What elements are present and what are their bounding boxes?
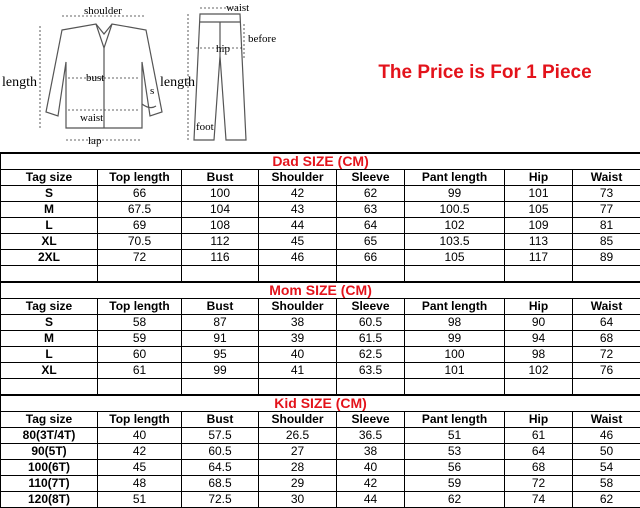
table-cell: 27 (259, 444, 337, 460)
table-row (1, 186, 640, 202)
table-cell: 39 (259, 331, 337, 347)
table-cell: 105 (505, 202, 573, 218)
table-cell: 99 (405, 331, 505, 347)
size-chart-table (0, 152, 640, 508)
column-header: Shoulder (259, 412, 337, 428)
table-cell: 102 (405, 218, 505, 234)
table-cell: 109 (505, 218, 573, 234)
table-cell: 44 (337, 492, 405, 508)
table-cell: 42 (337, 476, 405, 492)
table-row (1, 250, 640, 266)
column-header: Tag size (1, 412, 98, 428)
table-row (1, 347, 640, 363)
pants-length-label: length (160, 75, 195, 90)
column-header: Pant length (405, 170, 505, 186)
waist-label: waist (80, 112, 103, 124)
table-cell: 108 (182, 218, 259, 234)
table-cell: 28 (259, 460, 337, 476)
empty-cell (259, 379, 337, 396)
table-cell: 94 (505, 331, 573, 347)
tag-size-cell: 80(3T/4T) (1, 428, 98, 444)
table-cell: 95 (182, 347, 259, 363)
empty-cell (573, 266, 640, 283)
table-cell: 105 (405, 250, 505, 266)
table-cell: 76 (573, 363, 640, 379)
table-cell: 64.5 (182, 460, 259, 476)
table-cell: 58 (98, 315, 182, 331)
tag-size-cell: L (1, 347, 98, 363)
empty-cell (259, 266, 337, 283)
table-cell: 89 (573, 250, 640, 266)
table-cell: 113 (505, 234, 573, 250)
column-header: Bust (182, 299, 259, 315)
foot-label: foot (196, 121, 214, 133)
table-cell: 62 (405, 492, 505, 508)
empty-row (1, 266, 640, 283)
table-cell: 100.5 (405, 202, 505, 218)
table-cell: 50 (573, 444, 640, 460)
column-header: Tag size (1, 299, 98, 315)
table-cell: 62 (573, 492, 640, 508)
table-cell: 44 (259, 218, 337, 234)
tag-size-cell: XL (1, 234, 98, 250)
table-cell: 98 (405, 315, 505, 331)
measurement-diagram (0, 0, 300, 150)
section-title: Kid SIZE (CM) (1, 395, 640, 412)
price-note: The Price is For 1 Piece (330, 62, 640, 84)
table-cell: 104 (182, 202, 259, 218)
table-cell: 62 (337, 186, 405, 202)
table-row (1, 331, 640, 347)
table-cell: 61.5 (337, 331, 405, 347)
table-cell: 45 (98, 460, 182, 476)
table-cell: 29 (259, 476, 337, 492)
table-cell: 60.5 (182, 444, 259, 460)
column-header-row (1, 299, 640, 315)
before-label: before (248, 33, 276, 45)
table-cell: 64 (337, 218, 405, 234)
table-row (1, 428, 640, 444)
table-cell: 38 (259, 315, 337, 331)
table-cell: 99 (405, 186, 505, 202)
table-cell: 81 (573, 218, 640, 234)
table-cell: 117 (505, 250, 573, 266)
table-cell: 42 (259, 186, 337, 202)
table-cell: 66 (98, 186, 182, 202)
table-cell: 64 (505, 444, 573, 460)
empty-cell (505, 266, 573, 283)
tag-size-cell: L (1, 218, 98, 234)
table-cell: 99 (182, 363, 259, 379)
column-header: Top length (98, 299, 182, 315)
table-cell: 70.5 (98, 234, 182, 250)
garment-sketch (0, 0, 300, 150)
column-header: Hip (505, 412, 573, 428)
table-row (1, 234, 640, 250)
pants-waist-label: waist (226, 2, 249, 14)
table-cell: 61 (505, 428, 573, 444)
table-cell: 62.5 (337, 347, 405, 363)
table-cell: 72 (573, 347, 640, 363)
table-cell: 72.5 (182, 492, 259, 508)
table-cell: 64 (573, 315, 640, 331)
column-header: Shoulder (259, 299, 337, 315)
table-cell: 40 (337, 460, 405, 476)
tag-size-cell: 110(7T) (1, 476, 98, 492)
empty-cell (1, 379, 98, 396)
section-title-row (1, 395, 640, 412)
table-cell: 40 (259, 347, 337, 363)
table-cell: 69 (98, 218, 182, 234)
table-row (1, 476, 640, 492)
table-cell: 63 (337, 202, 405, 218)
table-cell: 61 (98, 363, 182, 379)
column-header: Sleeve (337, 299, 405, 315)
table-cell: 66 (337, 250, 405, 266)
table-cell: 103.5 (405, 234, 505, 250)
table-row (1, 315, 640, 331)
table-cell: 74 (505, 492, 573, 508)
table-cell: 68.5 (182, 476, 259, 492)
column-header: Top length (98, 170, 182, 186)
tag-size-cell: 100(6T) (1, 460, 98, 476)
table-cell: 42 (98, 444, 182, 460)
table-cell: 48 (98, 476, 182, 492)
table-cell: 87 (182, 315, 259, 331)
empty-cell (405, 266, 505, 283)
table-cell: 53 (405, 444, 505, 460)
table-cell: 60.5 (337, 315, 405, 331)
shoulder-label: shoulder (84, 5, 122, 17)
table-cell: 36.5 (337, 428, 405, 444)
table-cell: 59 (98, 331, 182, 347)
tag-size-cell: S (1, 315, 98, 331)
section-title-row (1, 153, 640, 170)
empty-cell (98, 266, 182, 283)
table-cell: 116 (182, 250, 259, 266)
table-cell: 65 (337, 234, 405, 250)
column-header: Hip (505, 299, 573, 315)
empty-row (1, 379, 640, 396)
table-cell: 51 (405, 428, 505, 444)
table-cell: 58 (573, 476, 640, 492)
table-cell: 46 (573, 428, 640, 444)
column-header: Top length (98, 412, 182, 428)
table-cell: 68 (573, 331, 640, 347)
section-title-row (1, 282, 640, 299)
table-cell: 100 (405, 347, 505, 363)
column-header-row (1, 412, 640, 428)
table-row (1, 202, 640, 218)
tag-size-cell: 120(8T) (1, 492, 98, 508)
table-cell: 72 (505, 476, 573, 492)
table-cell: 40 (98, 428, 182, 444)
table-cell: 63.5 (337, 363, 405, 379)
empty-cell (98, 379, 182, 396)
table-cell: 38 (337, 444, 405, 460)
table-cell: 72 (98, 250, 182, 266)
table-cell: 68 (505, 460, 573, 476)
column-header: Bust (182, 170, 259, 186)
lap-label: lap (88, 135, 102, 147)
empty-cell (337, 379, 405, 396)
tag-size-cell: 2XL (1, 250, 98, 266)
table-row (1, 363, 640, 379)
column-header-row (1, 170, 640, 186)
empty-cell (1, 266, 98, 283)
table-cell: 98 (505, 347, 573, 363)
tag-size-cell: XL (1, 363, 98, 379)
table-cell: 112 (182, 234, 259, 250)
table-cell: 41 (259, 363, 337, 379)
table-row (1, 218, 640, 234)
column-header: Waist (573, 170, 640, 186)
table-cell: 45 (259, 234, 337, 250)
table-row (1, 460, 640, 476)
table-cell: 54 (573, 460, 640, 476)
tag-size-cell: 90(5T) (1, 444, 98, 460)
table-cell: 91 (182, 331, 259, 347)
length-label: length (2, 75, 37, 90)
column-header: Waist (573, 412, 640, 428)
column-header: Bust (182, 412, 259, 428)
table-cell: 26.5 (259, 428, 337, 444)
table-cell: 101 (505, 186, 573, 202)
column-header: Sleeve (337, 170, 405, 186)
table-cell: 43 (259, 202, 337, 218)
tag-size-cell: M (1, 331, 98, 347)
tag-size-cell: S (1, 186, 98, 202)
table-cell: 101 (405, 363, 505, 379)
table-cell: 100 (182, 186, 259, 202)
table-cell: 73 (573, 186, 640, 202)
column-header: Hip (505, 170, 573, 186)
table-cell: 102 (505, 363, 573, 379)
column-header: Pant length (405, 299, 505, 315)
empty-cell (182, 379, 259, 396)
section-title: Dad SIZE (CM) (1, 153, 640, 170)
table-cell: 77 (573, 202, 640, 218)
column-header: Pant length (405, 412, 505, 428)
section-title: Mom SIZE (CM) (1, 282, 640, 299)
table-cell: 59 (405, 476, 505, 492)
column-header: Sleeve (337, 412, 405, 428)
empty-cell (182, 266, 259, 283)
empty-cell (505, 379, 573, 396)
empty-cell (573, 379, 640, 396)
table-row (1, 492, 640, 508)
bust-label: bust (86, 72, 104, 84)
table-cell: 56 (405, 460, 505, 476)
table-row (1, 444, 640, 460)
table-cell: 51 (98, 492, 182, 508)
empty-cell (405, 379, 505, 396)
column-header: Waist (573, 299, 640, 315)
tag-size-cell: M (1, 202, 98, 218)
sleeve-label: s (150, 85, 154, 97)
table-cell: 60 (98, 347, 182, 363)
column-header: Tag size (1, 170, 98, 186)
empty-cell (337, 266, 405, 283)
table-cell: 30 (259, 492, 337, 508)
hip-label: hip (216, 43, 231, 55)
table-cell: 46 (259, 250, 337, 266)
table-cell: 85 (573, 234, 640, 250)
column-header: Shoulder (259, 170, 337, 186)
table-cell: 67.5 (98, 202, 182, 218)
table-cell: 57.5 (182, 428, 259, 444)
table-cell: 90 (505, 315, 573, 331)
